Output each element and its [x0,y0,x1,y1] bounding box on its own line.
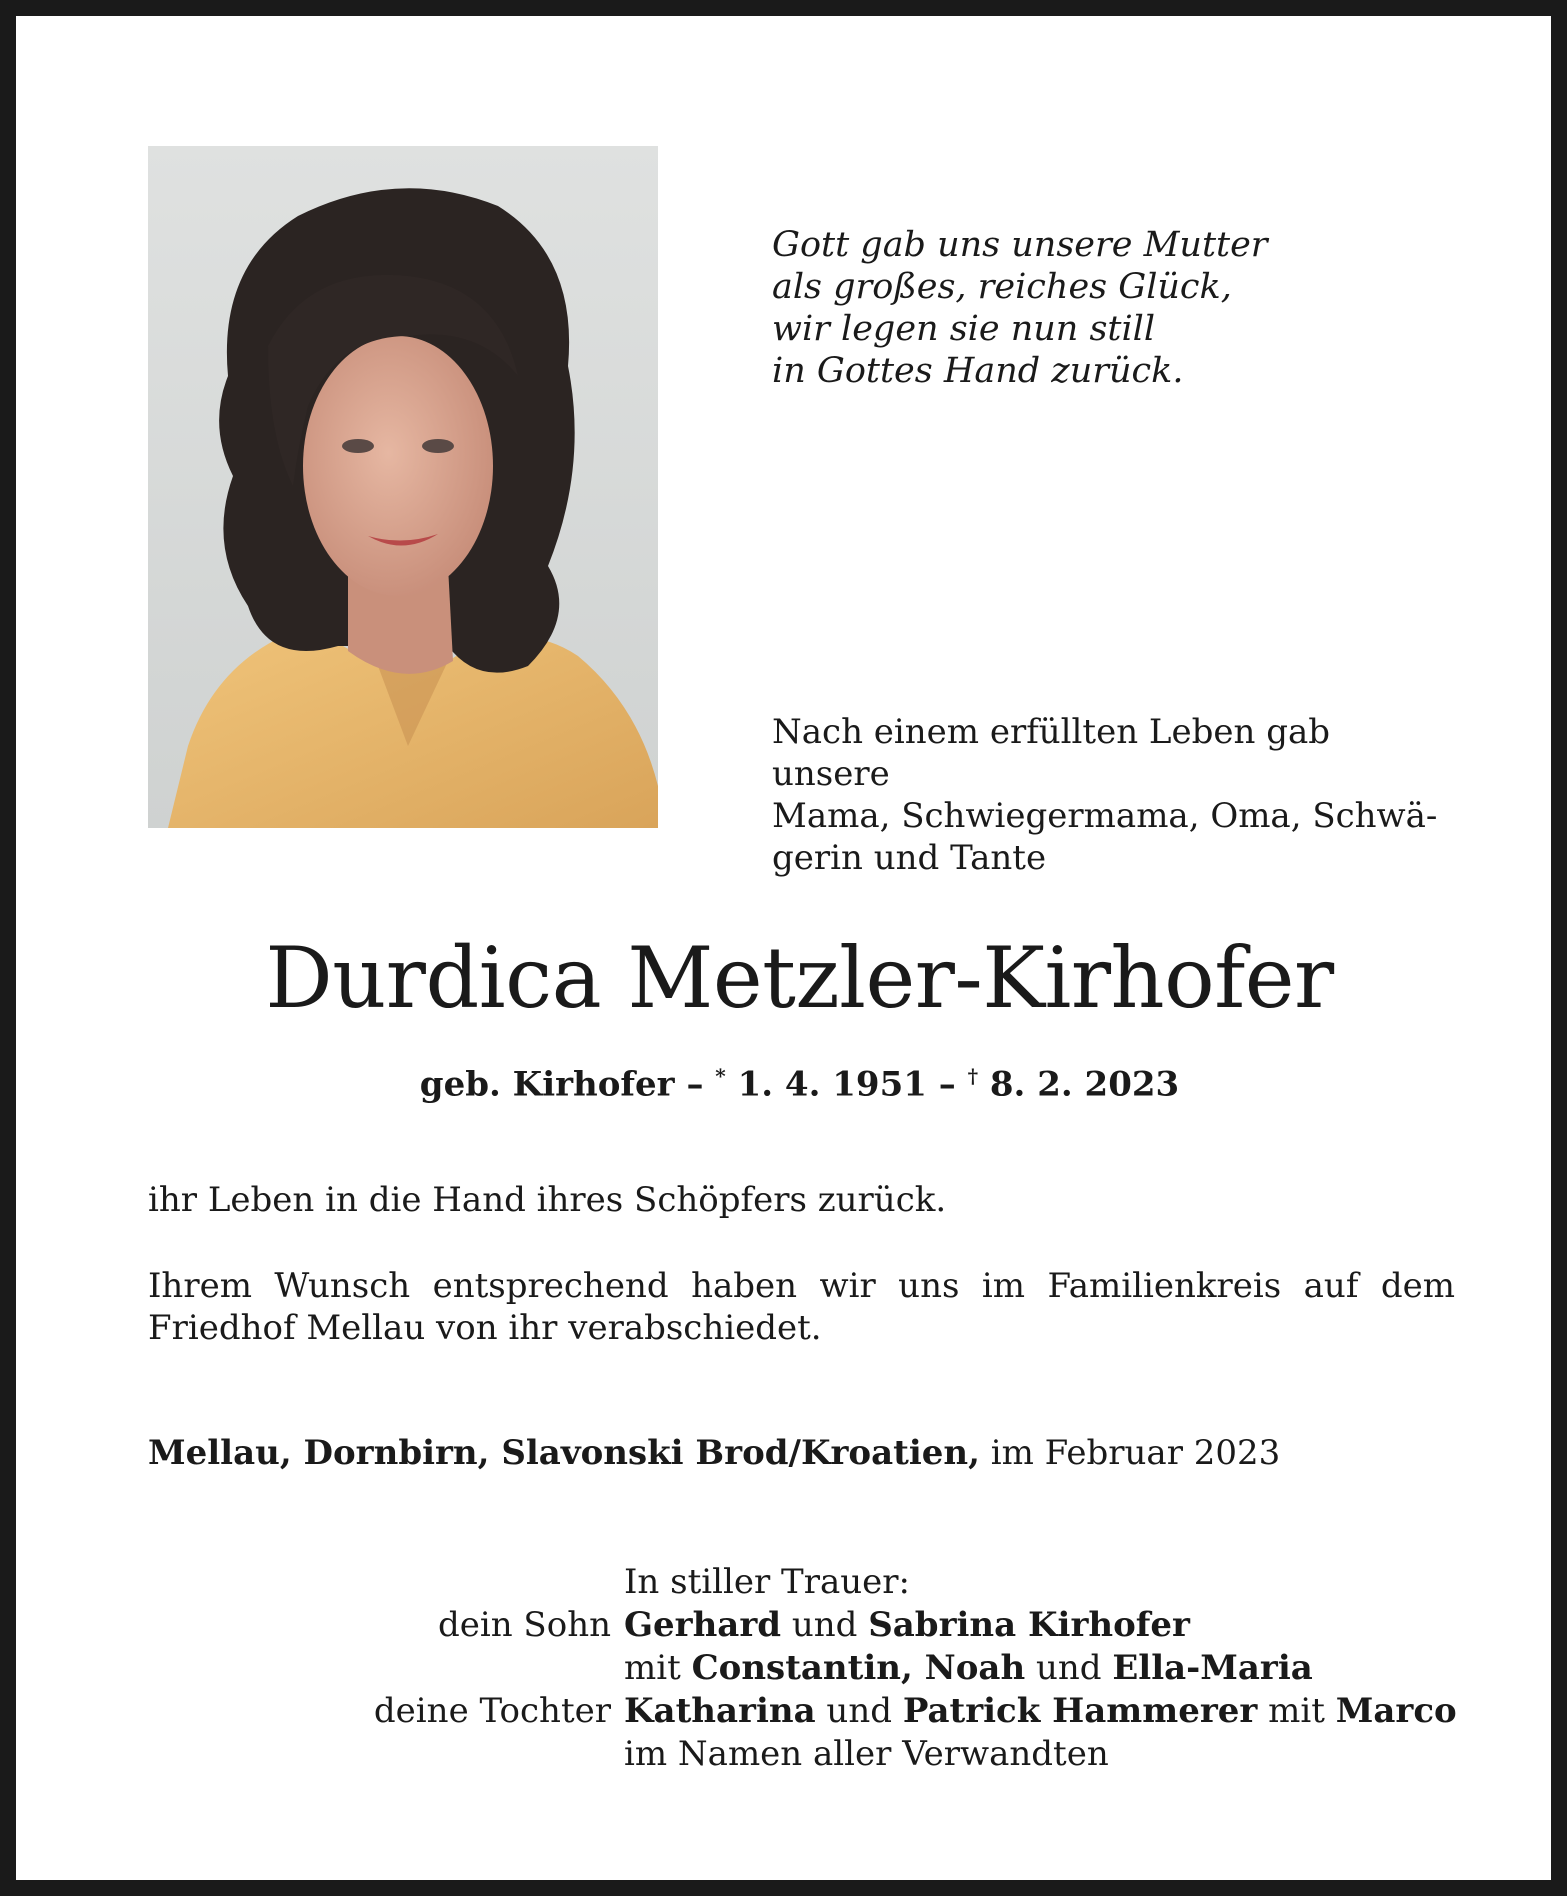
dash-2: – [926,1064,968,1105]
mourners-row-grandchildren [16,1647,1567,1690]
grandchildren-names [624,1647,1313,1690]
deceased-name: Durdica Metzler-Kirhofer [265,929,1334,1027]
son-name: Gerhard [624,1605,782,1645]
death-date: 8. 2. 2023 [978,1064,1180,1105]
son-partner: Sabrina Kirhofer [868,1605,1190,1645]
place-date [148,1432,1455,1474]
daughter-child: Marco [1335,1691,1457,1731]
closing-line: im Namen aller Verwandten [624,1734,1109,1774]
memorial-verse: Gott gab uns unsere Mutter als großes, reiches Glück, wir legen sie nun still in Gottes Hand zurück. [772,225,1268,391]
life-dates [16,1054,1567,1106]
birth-symbol: * [715,1064,726,1088]
daughter-and: und [815,1691,903,1731]
son-label: dein Sohn [437,1605,611,1645]
daughter-partner: Patrick Hammerer [902,1691,1258,1731]
son-names [624,1604,1190,1647]
mourners-row-closing [16,1733,1567,1776]
birth-date: 1. 4. 1951 [725,1064,927,1105]
mourners-block [16,1561,1567,1776]
mourners-heading: In stiller Trauer: [624,1562,910,1602]
daughter-name: Katharina [624,1691,816,1731]
mourners-row-son [16,1604,1567,1647]
place-names: Mellau, Dornbirn, Slavonski Brod/Kroatien, [148,1433,980,1473]
mourners-row-daughter [16,1690,1567,1733]
daughter-with: mit [1257,1691,1336,1731]
grandchild-3: Ella-Maria [1112,1648,1313,1688]
grand-with: mit [624,1648,692,1688]
daughter-label: deine Tochter [373,1691,611,1731]
death-symbol: † [967,1064,979,1088]
grandchild-1: Constantin, [691,1648,913,1688]
dash-1: – [674,1064,716,1105]
maiden-name: geb. Kirhofer [419,1064,675,1105]
portrait-photo [148,146,658,828]
portrait-illustration [148,146,658,828]
mourners-heading-row [16,1561,1567,1604]
body-line-2: Ihrem Wunsch entsprechend haben wir uns im Familienkreis auf dem Friedhof Mellau von ihr verabschiedet. [148,1266,1455,1348]
month-year: im Februar 2023 [979,1433,1281,1473]
grand-and: und [1025,1648,1113,1688]
daughter-names [624,1690,1457,1733]
son-and: und [781,1605,869,1645]
intro-text: Nach einem erfüllten Leben gab unsere Mama, Schwiegermama, Oma, Schwä- gerin und Tante [772,712,1438,878]
body-line-1: ihr Leben in die Hand ihres Schöpfers zurück. [148,1180,947,1220]
grandchild-2: Noah [912,1648,1026,1688]
